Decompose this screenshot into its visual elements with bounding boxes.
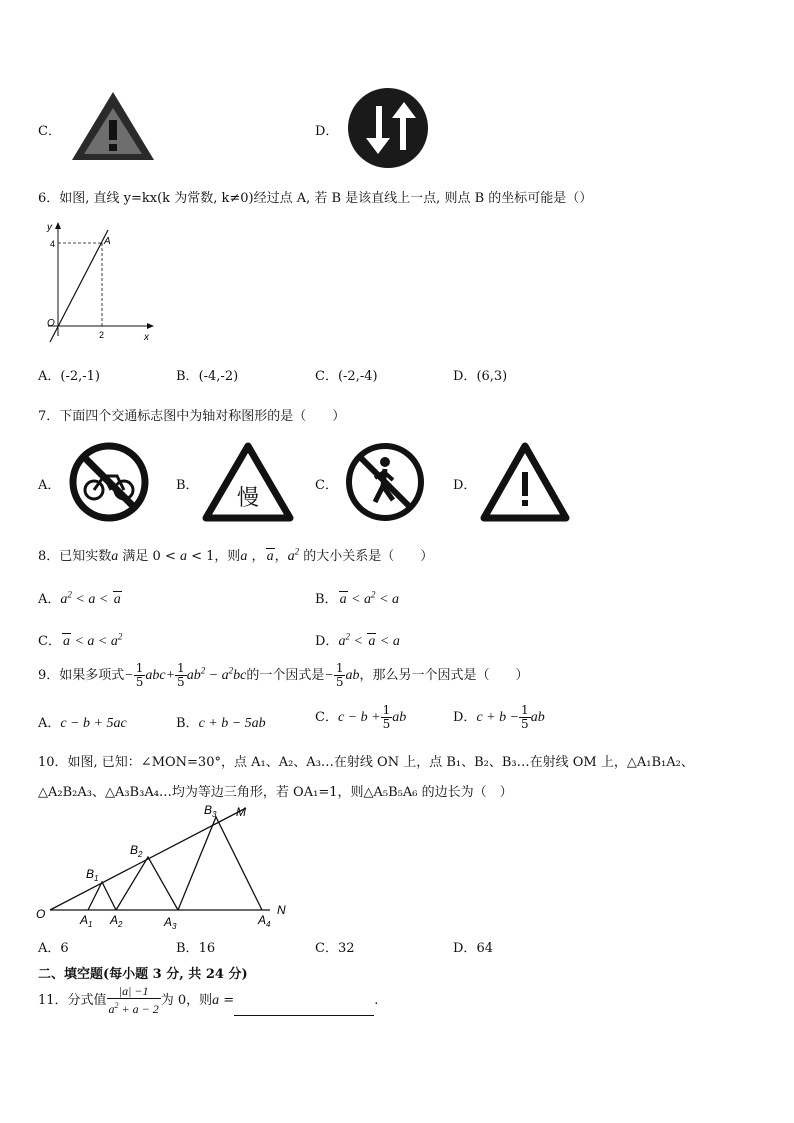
warning-triangle-icon xyxy=(68,88,158,164)
q10-triangles-diagram xyxy=(30,800,300,932)
q6-y-axis-label: y xyxy=(47,222,52,233)
q10-label-b3: $B_3$ xyxy=(204,803,217,819)
q9-option-b: B．c + b − 5ab xyxy=(176,716,266,731)
no-bicycle-sign-icon xyxy=(69,442,149,522)
q10-option-d: D．64 xyxy=(453,941,493,956)
exclamation-warning-sign-icon xyxy=(480,442,570,522)
q11-answer-blank[interactable] xyxy=(234,1001,374,1016)
q8-option-b: B． $a < a^2 < a$ xyxy=(315,589,399,607)
q10-label-m: M xyxy=(236,805,246,819)
q7-option-a-label: A． xyxy=(38,478,61,493)
q5-option-d-label: D． xyxy=(315,124,339,139)
q8-option-c: C． $a < a < a^2$ xyxy=(38,631,123,649)
q6-x-tick: 2 xyxy=(99,330,105,340)
q6-stem: 6．如图, 直线 y=kx(k 为常数, k≠0)经过点 A, 若 B 是该直线上一点, 则点 B 的坐标可能是（） xyxy=(38,191,593,206)
q9-option-c: C．c − b + $\frac{1}{5}$ ab xyxy=(315,703,407,731)
no-pedestrian-sign-icon xyxy=(345,442,425,522)
q6-option-c: C．(-2,-4) xyxy=(315,369,378,384)
q5-option-c-label: C． xyxy=(38,124,61,139)
two-way-arrows-sign-icon xyxy=(346,86,430,170)
q8-option-a: A．$a^2 < a < a$ xyxy=(38,589,121,607)
q8-stem: 8．已知实数a 满足 0 < a < 1，则a ， a，$a^2$ 的大小关系是（ ） xyxy=(38,546,434,564)
q6-point-a-label: A xyxy=(104,236,111,247)
q10-label-a1: $A_1$ xyxy=(80,913,93,929)
q10-stem-line2: △A₂B₂A₃、△A₃B₃A₄…均为等边三角形，若 OA₁=1，则△A₅B₅A₆ 的边长为（ ） xyxy=(38,785,513,800)
q10-label-o: O xyxy=(36,907,46,921)
q9-option-a: A．c − b + 5ac xyxy=(38,716,127,731)
q6-option-d: D．(6,3) xyxy=(453,369,508,384)
slow-sign-text: 慢 xyxy=(236,485,260,510)
q10-option-b: B．16 xyxy=(176,941,216,956)
q10-label-n: N xyxy=(277,903,286,917)
q10-label-a3: $A_3$ xyxy=(164,915,177,931)
q7-option-b-label: B． xyxy=(176,478,199,493)
slow-warning-sign-icon xyxy=(202,442,294,522)
q10-label-b1: $B_1$ xyxy=(86,867,99,883)
q6-option-b: B．(-4,-2) xyxy=(176,369,239,384)
q10-label-a4: $A_4$ xyxy=(258,913,271,929)
q8-option-d: D．$a^2 < a < a$ xyxy=(315,631,400,649)
q10-label-b2: $B_2$ xyxy=(130,843,143,859)
q9-option-d: D．c + b − $\frac{1}{5}$ ab xyxy=(453,703,545,731)
q10-stem-line1: 10．如图, 已知：∠MON=30°，点 A₁、A₂、A₃…在射线 ON 上，点 B₁、B₂、B₃…在射线 OM 上，△A₁B₁A₂、 xyxy=(38,755,694,770)
q6-x-axis-label: x xyxy=(144,332,149,343)
q10-label-a2: $A_2$ xyxy=(110,913,123,929)
section-2-title: 二、填空题(每小题 3 分, 共 24 分) xyxy=(38,967,248,982)
q6-y-tick: 4 xyxy=(50,239,56,249)
q6-graph xyxy=(42,218,162,346)
q7-option-d-label: D． xyxy=(453,478,477,493)
q10-option-c: C．32 xyxy=(315,941,355,956)
q7-stem: 7．下面四个交通标志图中为轴对称图形的是（ ） xyxy=(38,409,346,424)
q6-origin-label: O xyxy=(47,318,55,329)
q7-option-c-label: C． xyxy=(315,478,338,493)
q11-stem: 11．分式值 $\frac{|a| -1}{a^2 + a - 2}$ 为 0，则a = . xyxy=(38,984,379,1016)
q6-option-a: A．(-2,-1) xyxy=(38,369,100,384)
q10-option-a: A．6 xyxy=(38,941,69,956)
q9-stem: 9．如果多项式− $\frac{1}{5}$ abc+ $\frac{1}{5}$ $ab^2 - a^2bc$的一个因式是− $\frac{1}{5}$ ab，那么另一个因式是（ ） xyxy=(38,661,529,689)
